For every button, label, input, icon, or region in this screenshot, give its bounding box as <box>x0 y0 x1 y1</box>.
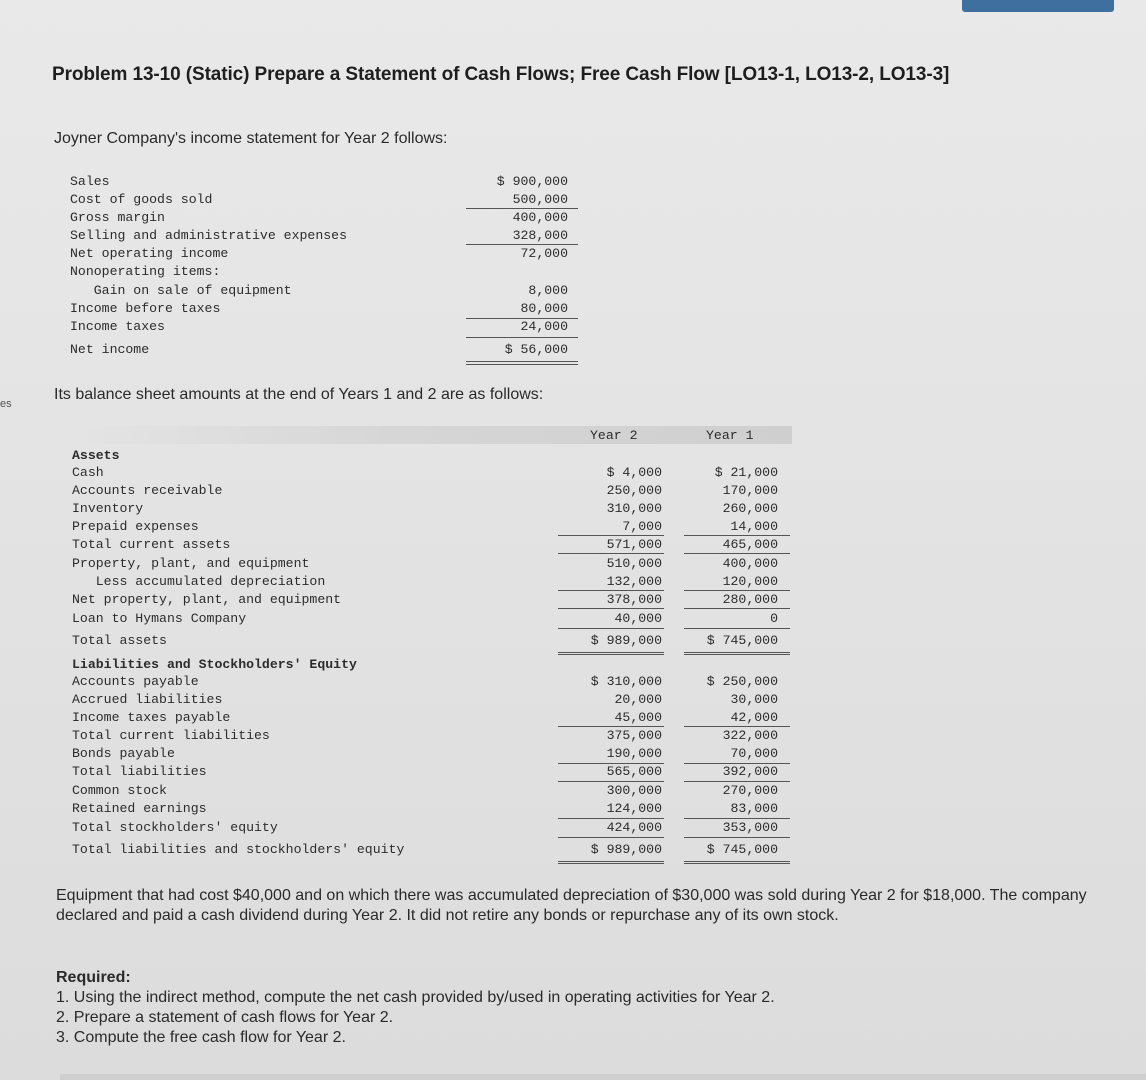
section-heading-assets <box>72 448 792 466</box>
year2-value: 375,000 <box>606 728 662 743</box>
year2-value: 250,000 <box>606 483 662 498</box>
divider <box>558 818 664 819</box>
required-item: 3. Compute the free cash flow for Year 2. <box>56 1029 346 1046</box>
year1-value: 400,000 <box>722 556 778 571</box>
year1-value: 170,000 <box>722 483 778 498</box>
divider <box>684 535 790 536</box>
year1-value: 392,000 <box>722 764 778 779</box>
income-row <box>70 283 580 301</box>
year2-value: 40,000 <box>614 611 662 626</box>
balance-row <box>72 783 792 801</box>
year2-value: 190,000 <box>606 746 662 761</box>
balance-label: Total current liabilities <box>72 728 270 743</box>
required-item: 2. Prepare a statement of cash flows for Year 2. <box>56 1009 394 1026</box>
balance-label: Total assets <box>72 633 167 648</box>
balance-label: Liabilities and Stockholders' Equity <box>72 657 357 672</box>
divider <box>684 726 790 727</box>
balance-label: Bonds payable <box>72 746 175 761</box>
balance-label: Total current assets <box>72 537 231 552</box>
balance-label: Inventory <box>72 501 144 516</box>
income-row <box>70 210 580 228</box>
balance-label: Less accumulated depreciation <box>72 574 326 589</box>
year1-value: 120,000 <box>722 574 778 589</box>
problem-title: Problem 13-10 (Static) Prepare a Statement of Cash Flows; Free Cash Flow [LO13-1, LO13-2, LO13-3] <box>52 64 950 85</box>
edge-text-fragment: es <box>0 398 12 410</box>
balance-label: Accrued liabilities <box>72 692 223 707</box>
year1-value: 322,000 <box>722 728 778 743</box>
divider <box>684 652 790 653</box>
balance-label: Assets <box>72 448 120 463</box>
divider <box>558 837 664 838</box>
income-value: 72,000 <box>520 246 568 261</box>
balance-label: Total liabilities <box>72 764 207 779</box>
balance-row <box>72 764 792 782</box>
year1-value: 260,000 <box>722 501 778 516</box>
divider <box>558 763 664 764</box>
required-item: 1. Using the indirect method, compute the net cash provided by/used in operating activities for Year 2. <box>56 989 775 1006</box>
divider <box>466 244 578 245</box>
income-label: Gain on sale of equipment <box>70 283 292 298</box>
balance-row <box>72 801 792 819</box>
income-value: $ 900,000 <box>496 174 568 189</box>
divider <box>684 763 790 764</box>
divider <box>684 608 790 609</box>
income-row <box>70 264 580 282</box>
year1-value: 353,000 <box>722 820 778 835</box>
divider <box>684 553 790 554</box>
year2-value: 45,000 <box>614 710 662 725</box>
year2-value: 20,000 <box>614 692 662 707</box>
year2-value: $ 4,000 <box>606 465 662 480</box>
divider <box>466 337 578 338</box>
year1-value: $ 745,000 <box>706 842 778 857</box>
balance-row <box>72 633 792 651</box>
divider <box>558 726 664 727</box>
year2-header: Year 2 <box>590 428 638 443</box>
divider <box>684 818 790 819</box>
balance-row <box>72 501 792 519</box>
year2-value: 300,000 <box>606 783 662 798</box>
divider <box>558 654 664 655</box>
income-row <box>70 319 580 337</box>
balance-row <box>72 483 792 501</box>
divider <box>558 590 664 591</box>
divider <box>684 628 790 629</box>
year2-value: $ 310,000 <box>590 674 662 689</box>
balance-sheet-intro: Its balance sheet amounts at the end of Years 1 and 2 are as follows: <box>54 386 544 403</box>
income-label: Gross margin <box>70 210 165 225</box>
balance-row <box>72 611 792 629</box>
divider <box>466 208 578 209</box>
balance-row <box>72 465 792 483</box>
income-row <box>70 301 580 319</box>
divider <box>466 318 578 319</box>
year2-value: 132,000 <box>606 574 662 589</box>
equipment-note: Equipment that had cost $40,000 and on which there was accumulated depreciation of $30,000 was sold during Year 2 for $18,000. The company declared and paid a cash dividend during Year 2. It did not retire any bonds or repurchase any of its own stock. <box>56 887 1087 924</box>
balance-row <box>72 728 792 746</box>
balance-label: Property, plant, and equipment <box>72 556 310 571</box>
balance-label: Income taxes payable <box>72 710 231 725</box>
income-label: Net operating income <box>70 246 229 261</box>
top-action-button[interactable] <box>962 0 1114 12</box>
year2-value: 424,000 <box>606 820 662 835</box>
divider <box>558 861 664 862</box>
year1-value: 83,000 <box>730 801 778 816</box>
divider <box>558 628 664 629</box>
year1-header: Year 1 <box>706 428 754 443</box>
year1-value: 0 <box>770 611 778 626</box>
year1-value: 14,000 <box>730 519 778 534</box>
year1-value: 270,000 <box>722 783 778 798</box>
divider <box>684 837 790 838</box>
income-value: $ 56,000 <box>504 342 568 357</box>
divider <box>466 361 578 362</box>
divider <box>558 652 664 653</box>
income-label: Net income <box>70 342 150 357</box>
required-section <box>56 968 775 1048</box>
income-value: 400,000 <box>512 210 568 225</box>
divider <box>558 781 664 782</box>
income-value: 328,000 <box>512 228 568 243</box>
divider <box>684 861 790 862</box>
income-value: 8,000 <box>528 283 568 298</box>
year2-value: $ 989,000 <box>590 633 662 648</box>
balance-row <box>72 556 792 574</box>
divider <box>558 535 664 536</box>
balance-label: Retained earnings <box>72 801 207 816</box>
year2-value: $ 989,000 <box>590 842 662 857</box>
income-label: Nonoperating items: <box>70 264 221 279</box>
income-label: Cost of goods sold <box>70 192 213 207</box>
year2-value: 124,000 <box>606 801 662 816</box>
balance-label: Accounts receivable <box>72 483 223 498</box>
divider <box>684 863 790 864</box>
year1-value: 465,000 <box>722 537 778 552</box>
year1-value: $ 21,000 <box>714 465 778 480</box>
year2-value: 510,000 <box>606 556 662 571</box>
year1-value: 42,000 <box>730 710 778 725</box>
year2-value: 7,000 <box>622 519 662 534</box>
divider <box>466 364 578 365</box>
balance-label: Accounts payable <box>72 674 199 689</box>
income-value: 500,000 <box>512 192 568 207</box>
balance-header-band <box>72 426 792 444</box>
divider <box>684 590 790 591</box>
divider <box>558 863 664 864</box>
balance-label: Net property, plant, and equipment <box>72 592 342 607</box>
income-label: Sales <box>70 174 110 189</box>
income-value: 80,000 <box>520 301 568 316</box>
divider <box>558 553 664 554</box>
year1-value: 30,000 <box>730 692 778 707</box>
balance-row <box>72 692 792 710</box>
year1-value: $ 250,000 <box>706 674 778 689</box>
divider <box>684 654 790 655</box>
bottom-divider <box>60 1074 1146 1080</box>
year1-value: 280,000 <box>722 592 778 607</box>
divider <box>684 781 790 782</box>
income-label: Income before taxes <box>70 301 221 316</box>
balance-label: Common stock <box>72 783 167 798</box>
balance-row <box>72 842 792 860</box>
balance-label: Loan to Hymans Company <box>72 611 247 626</box>
year2-value: 378,000 <box>606 592 662 607</box>
income-row <box>70 246 580 264</box>
balance-row <box>72 746 792 764</box>
divider <box>558 608 664 609</box>
year1-value: $ 745,000 <box>706 633 778 648</box>
balance-label: Prepaid expenses <box>72 519 199 534</box>
balance-label: Total liabilities and stockholders' equity <box>72 842 405 857</box>
income-row <box>70 174 580 192</box>
year2-value: 565,000 <box>606 764 662 779</box>
required-heading: Required: <box>56 969 131 986</box>
income-label: Income taxes <box>70 319 165 334</box>
year1-value: 70,000 <box>730 746 778 761</box>
year2-value: 310,000 <box>606 501 662 516</box>
section-heading-liabilities <box>72 657 792 675</box>
balance-label: Total stockholders' equity <box>72 820 278 835</box>
balance-row <box>72 674 792 692</box>
income-value: 24,000 <box>520 319 568 334</box>
income-statement-intro: Joyner Company's income statement for Year 2 follows: <box>54 130 448 147</box>
balance-row <box>72 820 792 838</box>
balance-label: Cash <box>72 465 104 480</box>
income-label: Selling and administrative expenses <box>70 228 347 243</box>
income-row <box>70 342 580 360</box>
year2-value: 571,000 <box>606 537 662 552</box>
